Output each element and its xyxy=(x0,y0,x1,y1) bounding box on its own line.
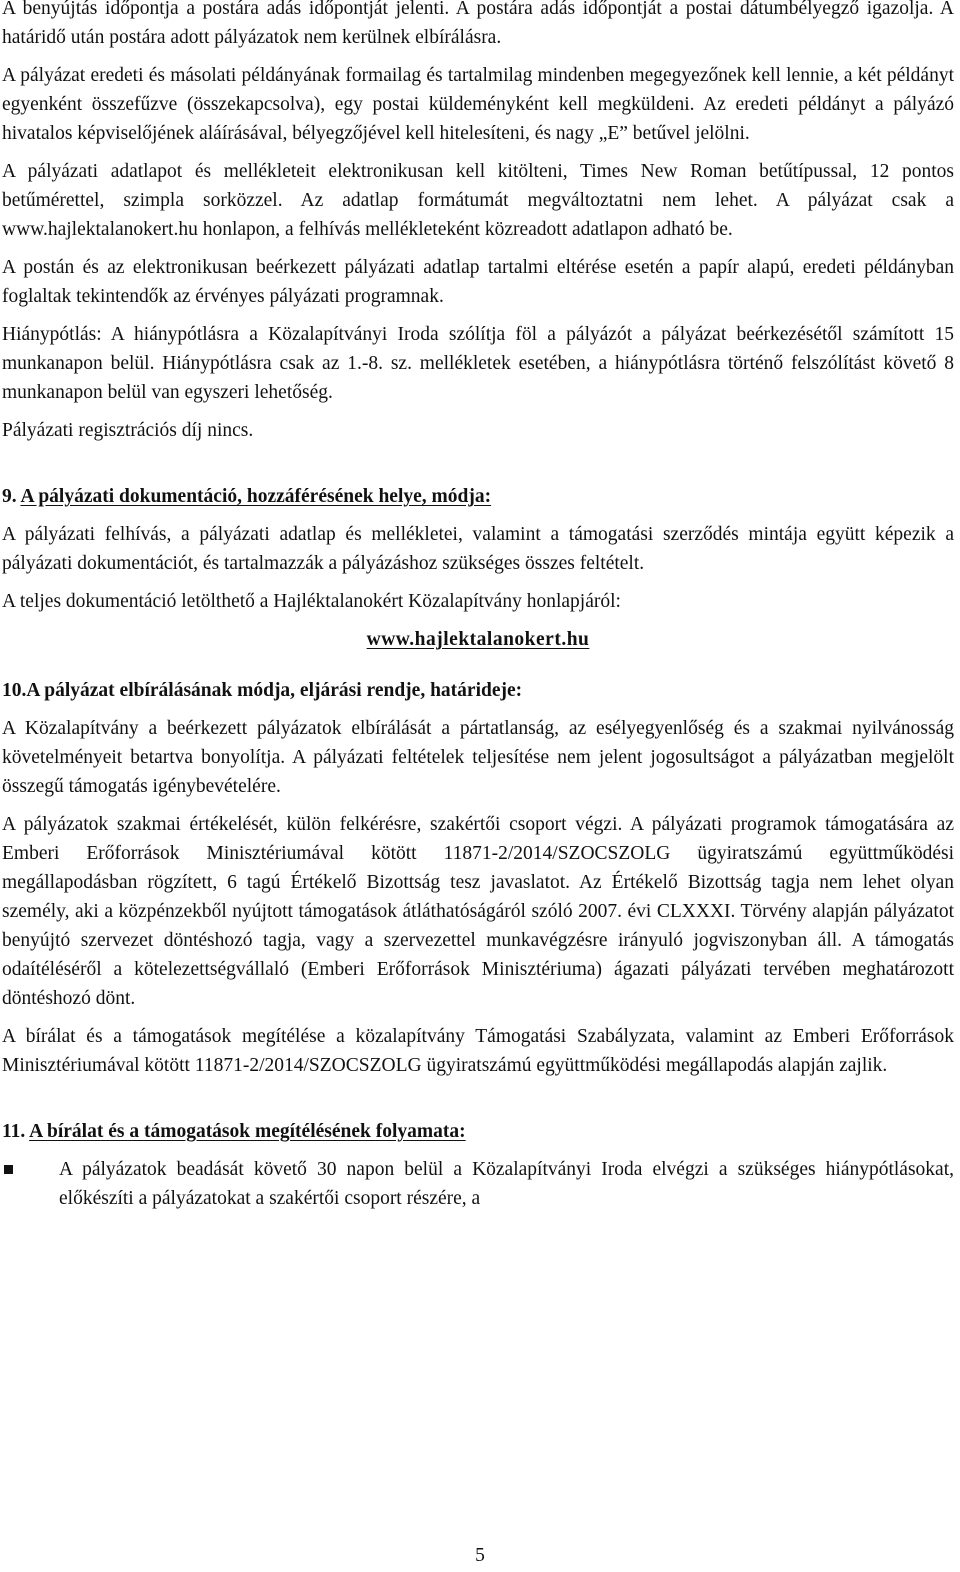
paragraph-copies: A pályázat eredeti és másolati példányának formailag és tartalmilag mindenben megegyezőnek kell lennie, a két példányt egyenként összefűzve (összekapcsolva), egy postai küldeményként kell megküldeni. Az eredeti példányt a pályázó hivatalos képviselőjének aláírásával, bélyegzőjével kell hitelesíteni, és nagy „E” betűvel jelölni. xyxy=(2,65,954,144)
section-9-paragraph-1: A pályázati felhívás, a pályázati adatlap és mellékletei, valamint a támogatási szerződés mintája együtt képezik a pályázati dokumentációt, és tartalmazzák a pályázáshoz szükséges összes feltételt. xyxy=(2,524,954,574)
section-10-paragraph-2: A pályázatok szakmai értékelését, külön felkérésre, szakértői csoport végzi. A pályázati programok támogatására az Emberi Erőforrások Minisztériumával kötött 11871-2/2014/SZOCSZOLG ügyiratszámú együttműködési megállapodásban rögzített, 6 tagú Értékelő Bizottság tesz javaslatot. Az Értékelő Bizottság tagja nem lehet olyan személy, aki a közpénzekből nyújtott támogatások átláthatóságáról szóló 2007. évi CLXXXI. Törvény alapján pályázatot benyújtó szervezet döntéshozó tagja, vagy a szervezettel munkavégzésre irányuló jogviszonyban áll. A támogatás odaítéléséről a kötelezettségvállaló (Emberi Erőforrások Minisztériuma) ágazati pályázati tervében meghatározott döntéshozó dönt. xyxy=(2,814,954,1009)
section-9-heading xyxy=(2,482,954,511)
list-item xyxy=(2,1155,954,1213)
section-10-title: A pályázat elbírálásának módja, eljárási rendje, határideje: xyxy=(26,680,523,701)
section-11-heading xyxy=(2,1117,954,1146)
section-11-title: A bírálat és a támogatások megítélésének folyamata: xyxy=(29,1121,466,1142)
section-9-number: 9. xyxy=(2,486,17,507)
section-gap xyxy=(2,1089,954,1117)
section-10-paragraph-1: A Közalapítvány a beérkezett pályázatok elbírálását a pártatlanság, az esélyegyenlőség és a szakmai nyilvánosság követelményeit betartva bonyolítja. A pályázati feltételek teljesítése nem jelent jogosultságot a pályázatban megjelölt összegű támogatás igénybevételére. xyxy=(2,718,954,797)
paragraph-deficiency: Hiánypótlás: A hiánypótlásra a Közalapítványi Iroda szólítja föl a pályázót a pályázat beérkezésétől számított 15 munkanapon belül. Hiánypótlásra csak az 1.-8. sz. mellékletek esetében, a hiánypótlásra történő felszólítást követő 8 munkanapon belül van egyszeri lehetőség. xyxy=(2,324,954,403)
section-11-number: 11. xyxy=(2,1121,26,1142)
page-number: 5 xyxy=(475,1545,485,1566)
page-content xyxy=(2,0,954,1213)
square-bullet-icon xyxy=(4,1165,13,1174)
section-10-paragraph-3: A bírálat és a támogatások megítélése a közalapítvány Támogatási Szabályzata, valamint az Emberi Erőforrások Minisztériumával kötött 11871-2/2014/SZOCSZOLG ügyiratszámú együttműködési megállapodás alapján zajlik. xyxy=(2,1026,954,1076)
section-gap xyxy=(2,454,954,482)
section-9-title: A pályázati dokumentáció, hozzáférésének helye, módja: xyxy=(20,486,492,507)
paragraph-electronic-form: A pályázati adatlapot és mellékleteit elektronikusan kell kitölteni, Times New Roman betűtípussal, 12 pontos betűmérettel, szimpla sorközzel. Az adatlap formátumát megváltoztatni nem lehet. A pályázat csak a www.hajlektalanokert.hu honlapon, a felhívás mellékleteként közreadott adatlapon adható be. xyxy=(2,161,954,240)
paragraph-registration-fee: Pályázati regisztrációs díj nincs. xyxy=(2,420,254,441)
paragraph-submission-time: A benyújtás időpontja a postára adás időpontját jelenti. A postára adás időpontját a postai dátumbélyegző igazolja. A határidő után postára adott pályázatok nem kerülnek elbírálásra. xyxy=(2,0,954,48)
list-item-text: A pályázatok beadását követő 30 napon belül a Közalapítványi Iroda elvégzi a szükséges hiánypótlásokat, előkészíti a pályázatokat a szakértői csoport részére, a xyxy=(59,1159,954,1209)
website-link-block xyxy=(2,625,954,654)
section-10-heading xyxy=(2,676,954,705)
paragraph-discrepancy: A postán és az elektronikusan beérkezett pályázati adatlap tartalmi eltérése esetén a papír alapú, eredeti példányban foglaltak tekintendők az érvényes pályázati programnak. xyxy=(2,257,954,307)
website-link[interactable]: www.hajlektalanokert.hu xyxy=(366,629,590,650)
section-10-number: 10. xyxy=(2,680,27,701)
section-9-paragraph-2: A teljes dokumentáció letölthető a Hajléktalanokért Közalapítvány honlapjáról: xyxy=(2,591,621,612)
